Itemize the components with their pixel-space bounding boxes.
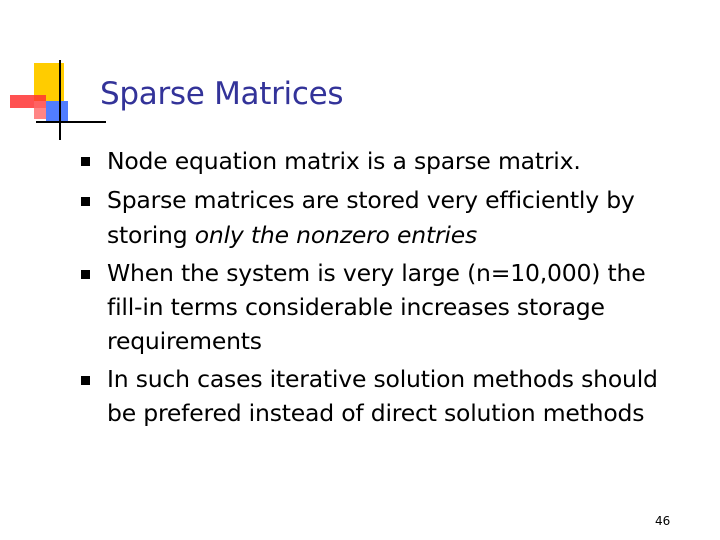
logo-red-square-2 xyxy=(34,101,46,119)
bullet-1-line-1: Node equation matrix is a sparse matrix. xyxy=(107,147,581,175)
bullet-4-line-2: be prefered instead of direct solution methods xyxy=(107,399,645,427)
bullet-2-emphasis: only the nonzero entries xyxy=(194,221,478,249)
bullet-2-line-2-prefix: storing xyxy=(107,221,195,249)
bullet-3-line-2: fill-in terms considerable increases storage xyxy=(107,293,605,321)
bullet-3-line-3: requirements xyxy=(107,327,262,355)
bullet-marker xyxy=(81,157,90,166)
bullet-marker xyxy=(81,197,90,206)
page-number: 46 xyxy=(655,514,671,528)
bullet-3-line-1: When the system is very large (n=10,000) the xyxy=(107,259,646,287)
bullet-2-line-2 xyxy=(107,221,477,249)
bullet-4-line-1: In such cases iterative solution methods should xyxy=(107,365,658,393)
logo-blue-square xyxy=(46,101,68,123)
bullet-marker xyxy=(81,270,90,279)
slide-logo-graphic xyxy=(0,0,110,150)
slide-title: Sparse Matrices xyxy=(100,76,344,112)
bullet-2-line-1: Sparse matrices are stored very efficiently by xyxy=(107,186,635,214)
bullet-marker xyxy=(81,376,90,385)
